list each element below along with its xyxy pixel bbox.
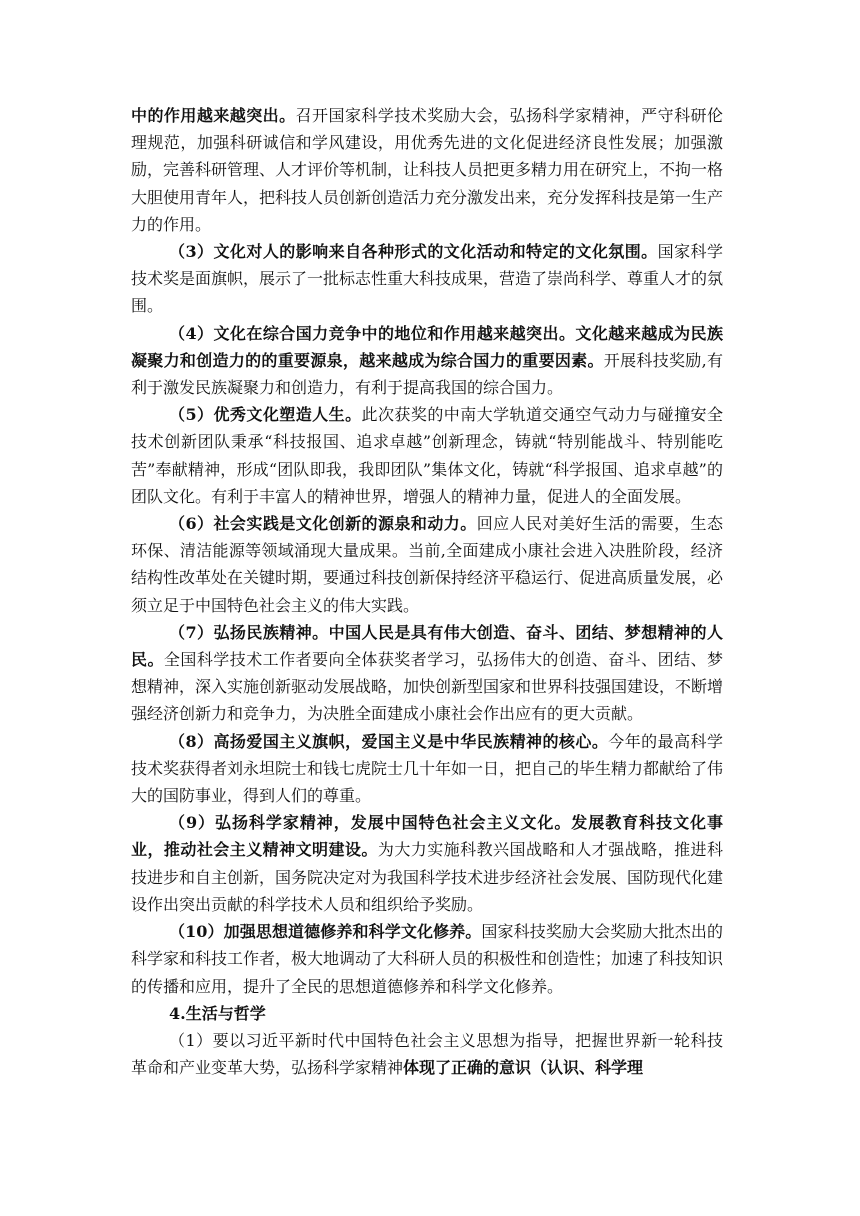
bold-text-run: 中的作用越来越突出。 [131,106,296,125]
bold-text-run: （3）文化对人的影响来自各种形式的文化活动和特定的文化氛围。 [169,242,658,262]
bold-text-run: （8）高扬爱国主义旗帜，爱国主义是中华民族精神的核心。 [169,731,609,751]
text-run: 此次获奖的中南大学轨道交通空气动力与碰撞安全技术创新团队秉承“科技报国、追求卓越”创新理念，铸就“特别能战斗、特别能吃苦”奉献精神，形成“团队即我，我即团队”集体文化，铸就“科学报国、追求卓越”的团队文化。有利于丰富人的精神世界，增强人的精神力量，促进人的全面发展。 [131,405,723,506]
bold-text-run: （6）社会实践是文化创新的源泉和动力。 [169,514,477,534]
text-run: 开展科技奖励,有利于激发民族凝聚力和创造力，有利于提高我国的综合国力。 [131,350,723,398]
bold-text-run: 体现了正确的意识（认识、科学理 [403,1058,644,1078]
bold-text-run: （9）弘扬科学家精神，发展中国特色社会主义文化。发展教育科技文化事业，推动社会主义精神文明建设。 [131,813,723,860]
bold-text-run: （5）优秀文化塑造人生。 [169,405,362,425]
bold-text-run: （7）弘扬民族精神。中国人民是具有伟大创造、奋斗、团结、梦想精神的人民。 [131,622,723,670]
bold-text-run: （10）加强思想道德修养和科学文化修养。 [169,922,482,942]
paragraph-philosophy-1 [131,1027,723,1081]
paragraph-point-3 [131,238,723,320]
paragraph-point-8 [131,728,723,810]
paragraph-section-4 [131,1000,723,1027]
bold-text-run: （4）文化在综合国力竞争中的地位和作用越来越突出。文化越来越成为民族凝聚力和创造力的的重要源泉，越来越成为综合国力的重要因素。 [131,323,723,370]
paragraph-point-9 [131,809,723,918]
bold-text-run: 4.生活与哲学 [169,1003,266,1023]
document-body [131,102,723,1081]
text-run: 回应人民对美好生活的需要，生态环保、清洁能源等领域涌现大量成果。当前,全面建成小康社会进入决胜阶段，经济结构性改革处在关键时期，要通过科技创新保持经济平稳运行、促进高质量发展，必须立足于中国特色社会主义的伟大实践。 [131,514,724,615]
paragraph-point-7 [131,619,723,728]
paragraph-point-10 [131,918,723,1000]
text-run: 国家科学技术奖是面旗帜，展示了一批标志性重大科技成果，营造了崇尚科学、尊重人才的氛围。 [131,242,724,316]
text-run: （1）要以习近平新时代中国特色社会主义思想为指导，把握世界新一轮科技革命和产业变革大势，弘扬科学家精神 [131,1030,723,1078]
text-run: 全国科学技术工作者要向全体获奖者学习，弘扬伟大的创造、奋斗、团结、梦想精神，深入实施创新驱动发展战略，加快创新型国家和世界科技强国建设，不断增强经济创新力和竞争力，为决胜全面建成小康社会作出应有的更大贡献。 [131,650,724,724]
paragraph-point-6 [131,510,723,619]
paragraph-continuation [131,102,723,238]
paragraph-point-4 [131,320,723,402]
text-run: 今年的最高科学技术奖获得者刘永坦院士和钱七虎院士几十年如一日，把自己的毕生精力都献给了伟大的国防事业，得到人们的尊重。 [131,731,724,806]
text-run: 国家科技奖励大会奖励大批杰出的科学家和科技工作者，极大地调动了大科研人员的积极性和创造性；加速了科技知识的传播和应用，提升了全民的思想道德修养和科学文化修养。 [131,922,724,996]
text-run: 为大力实施科教兴国战略和人才强战略，推进科技进步和自主创新，国务院决定对为我国科学技术进步经济社会发展、国防现代化建设作出突出贡献的科学技术人员和组织给予奖励。 [131,840,724,914]
paragraph-point-5 [131,401,723,510]
text-run: 召开国家科学技术奖励大会，弘扬科学家精神，严守科研伦理规范，加强科研诚信和学风建设，用优秀先进的文化促进经济良性发展；加强激励，完善科研管理、人才评价等机制，让科技人员把更多精力用在研究上，不拘一格大胆使用青年人，把科技人员创新创造活力充分激发出来，充分发挥科技是第一生产力的作用。 [131,106,724,234]
